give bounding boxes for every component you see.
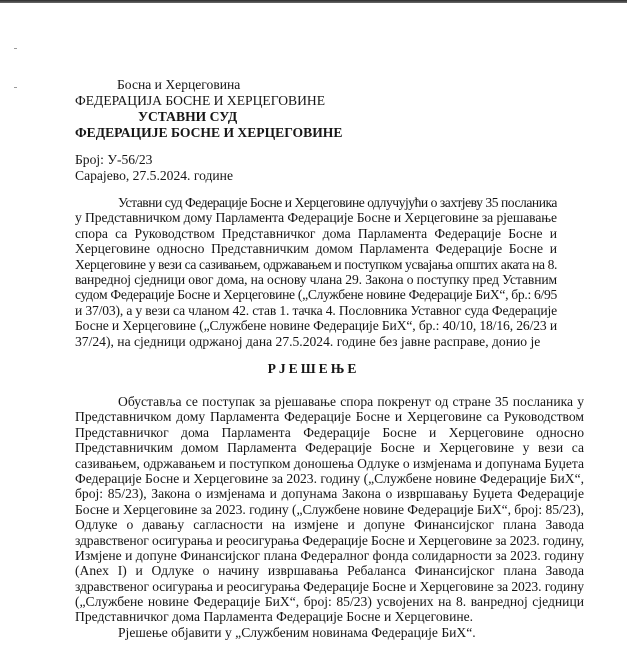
decision-heading: РЈЕШЕЊЕ: [267, 361, 360, 376]
text-line: број: 85/23), Закона о измјенама и допунама Закона о извршавању Буџета Федерације: [75, 486, 584, 502]
header-court: УСТАВНИ СУД: [138, 109, 238, 124]
header-entity: ФЕДЕРАЦИЈА БОСНЕ И ХЕРЦЕГОВИНЕ: [75, 93, 326, 108]
text-line: Обуставља се поступак за рјешавање спора покренут од стране 35 посланика у: [118, 394, 584, 409]
header-court-of: ФЕДЕРАЦИЈЕ БОСНЕ И ХЕРЦЕГОВИНЕ: [75, 125, 343, 140]
text-line: Уставни суд Федерације Босне и Херцеговине одлучујући о захтјеву 35 посланика: [118, 195, 557, 210]
text-line: Представничког дома Парламента Федерације Босне и Херцеговине односно: [75, 424, 584, 440]
case-number: Број: У-56/23: [75, 152, 153, 167]
text-line: Босне и Херцеговине („Службене новине Федерације БиХ“, бр.: 40/10, 18/16, 26/23 и: [75, 318, 557, 334]
text-line: Измјене и допуне Финансијског плана Федералног фонда солидарности за 2023. годину: [75, 547, 584, 563]
text-line: Одлуке о давању сагласности на измјене и допуне Финансијског плана Завода: [75, 517, 584, 533]
text-line: здравственог осигурања и реосигурања Федерације Босне и Херцеговине за 2023. годину,: [75, 532, 584, 548]
text-line: здравственог осигурања и реосигурања Федерације Босне и Херцеговине за 2023. годину: [75, 578, 584, 594]
decision-paragraph: [75, 394, 584, 625]
text-line: и 37/03), а у вези са чланом 42. став 1. тачка 4. Пословника Уставног суда Федерације: [75, 302, 557, 318]
text-line: Херцеговине односно Представничким домом Парламента Федерације Босне и: [75, 241, 557, 257]
text-line: 37/24), на сједници одржаној дана 27.5.2024. године без јавне расправе, донио је: [75, 333, 541, 349]
text-line: Представничког дома Парламента Федерације Босне и Херцеговине.: [75, 609, 474, 625]
window-top-border: [0, 0, 627, 3]
scan-mark: [14, 48, 17, 49]
text-line: судом Федерације Босне и Херцеговине („Службене новине Федерације БиХ“, бр.: 6/95: [75, 287, 557, 303]
text-line: Представничком дому Парламента Федерације Босне и Херцеговине са Руководством: [75, 409, 584, 425]
text-line: ванредној сједници овог дома, на основу члана 29. Закона о поступку пред Уставним: [75, 271, 557, 287]
publication-note: Рјешење објавити у „Службеним новинама Федерације БиХ“.: [118, 625, 476, 640]
text-line: (Anex I) и Одлуке о начину извршавања Ребаланса Финансијског плана Завода: [75, 563, 584, 579]
place-date: Сарајево, 27.5.2024. године: [75, 168, 233, 183]
header-country: Босна и Херцеговина: [117, 77, 241, 92]
text-line: Босне и Херцеговине за 2023. годину („Службене новине Федерације БиХ“, број: 85/23),: [75, 501, 584, 517]
text-line: Херцеговине у вези са сазивањем, одржавањем и поступком усвајања општих аката на 8.: [75, 256, 557, 272]
text-line: спора са Руководством Представничког дома Парламента Федерације Босне и: [75, 225, 557, 241]
text-line: Федерације Босне и Херцеговине за 2023. годину („Службене новине Федерације БиХ“,: [75, 470, 584, 486]
text-line: („Службене новине Федерације БиХ“, број: 85/23) усвојених на 8. ванредној сједници: [75, 594, 584, 610]
text-line: Представничким домом Парламента Федерације Босне и Херцеговине у вези са: [75, 440, 584, 456]
text-line: сазивањем, одржавањем и поступком доношења Одлуке о измјенама и допунама Буџета: [75, 455, 584, 471]
scan-mark: [14, 87, 17, 88]
intro-paragraph: [75, 195, 557, 349]
text-line: у Представничком дому Парламента Федерације Босне и Херцеговине за рјешавање: [75, 210, 557, 226]
